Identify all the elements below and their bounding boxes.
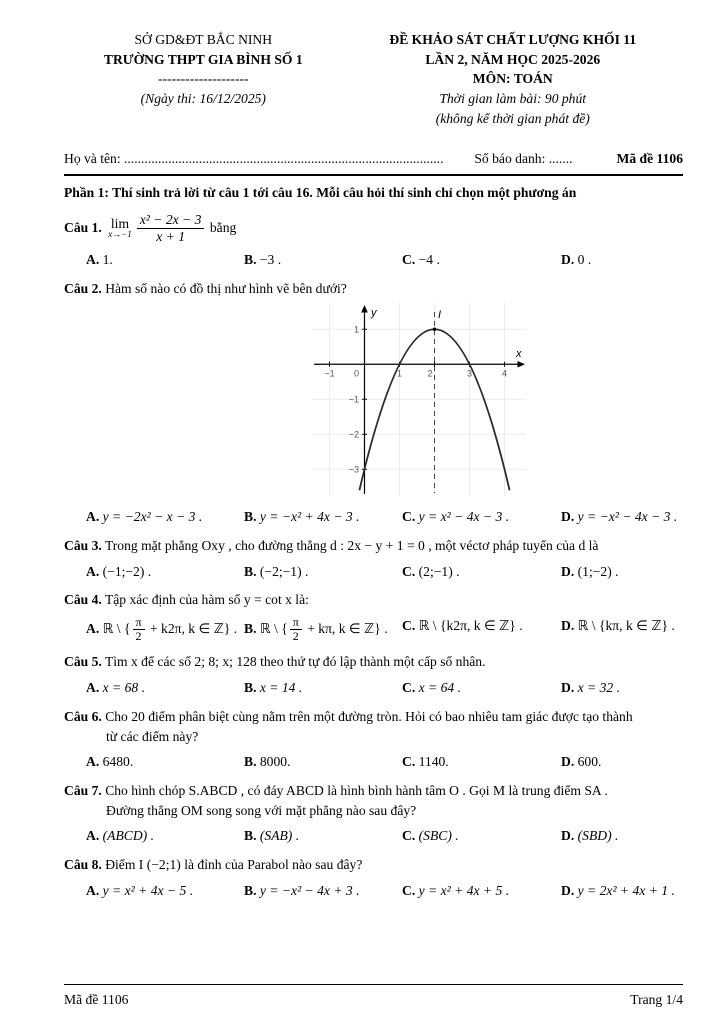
option-key: A. xyxy=(86,882,100,898)
fraction-denominator: 2 xyxy=(135,629,142,644)
fraction-denominator: 2 xyxy=(292,629,299,644)
vertex-label: I xyxy=(438,308,442,321)
question-5-options xyxy=(64,678,683,698)
question-5-option-d xyxy=(561,678,683,698)
option-key: B. xyxy=(244,563,257,579)
option-text: 1. xyxy=(102,252,113,268)
option-key: B. xyxy=(244,252,257,268)
y-axis-arrow xyxy=(361,305,368,313)
question-4-option-d xyxy=(561,616,683,643)
option-text: 600. xyxy=(577,754,602,770)
option-text: (ABCD) . xyxy=(102,828,154,844)
question-7-label: Câu 7. xyxy=(64,782,102,798)
page-footer xyxy=(64,984,683,1010)
option-key: B. xyxy=(244,509,257,525)
school-name: TRƯỜNG THPT GIA BÌNH SỐ 1 xyxy=(103,51,303,67)
fraction-denominator: x + 1 xyxy=(156,228,186,244)
candidate-name-field: Họ và tên: .............................................................................................. xyxy=(64,150,444,166)
option-text: y = −2x² − x − 3 . xyxy=(102,509,203,525)
question-3-options xyxy=(64,562,683,582)
question-3-option-b xyxy=(244,562,402,582)
question-1-option-c xyxy=(402,250,561,270)
option-text: x = 64 . xyxy=(418,680,462,696)
question-1 xyxy=(64,212,683,270)
option-key: A. xyxy=(86,680,100,696)
question-7 xyxy=(64,781,683,846)
option-text: 0 . xyxy=(577,252,592,268)
question-3 xyxy=(64,536,683,581)
option-key: B. xyxy=(244,620,257,636)
y-tick-labels xyxy=(349,324,359,474)
fraction-numerator: x² − 2x − 3 xyxy=(137,212,205,229)
exam-duration: Thời gian làm bài: 90 phút xyxy=(439,91,587,107)
option-text: (2;−1) . xyxy=(418,563,460,579)
department-name: SỞ GD&ĐT BẮC NINH xyxy=(134,32,273,47)
option-text: x = 32 . xyxy=(577,680,621,696)
option-text: ℝ \ {k2π, k ∈ ℤ} . xyxy=(418,618,523,634)
question-6-text: Cho 20 điểm phân biệt cùng nằm trên một đường tròn. Hỏi có bao nhiêu tam giác được tạo thành xyxy=(105,708,633,724)
question-8-option-d xyxy=(561,881,683,901)
vertex-point xyxy=(433,327,437,331)
exam-note: (không kể thời gian phát đề) xyxy=(435,110,590,126)
x-tick-label-2: 2 xyxy=(427,368,433,379)
option-key: D. xyxy=(561,680,575,696)
question-6-option-c xyxy=(402,752,561,772)
option-text: y = x² + 4x − 5 . xyxy=(102,882,194,898)
option-key: D. xyxy=(561,509,575,525)
y-axis-label: y xyxy=(371,306,377,319)
option-text: x = 68 . xyxy=(102,680,146,696)
exam-title: ĐỀ KHẢO SÁT CHẤT LƯỢNG KHỐI 11 xyxy=(389,32,637,47)
part1-heading: Phần 1: Thí sinh trả lời từ câu 1 tới câu 16. Mỗi câu hỏi thí sinh chỉ chọn một phương án xyxy=(64,185,577,201)
question-4 xyxy=(64,590,683,643)
option-key: C. xyxy=(402,680,416,696)
question-5-option-c xyxy=(402,678,561,698)
option-text: y = −x² − 4x + 3 . xyxy=(259,882,360,898)
question-7-stem xyxy=(64,781,683,801)
question-8-options xyxy=(64,881,683,901)
question-1-option-a xyxy=(86,250,244,270)
y-tick-label-minus2: −2 xyxy=(348,429,359,440)
x-tick-labels xyxy=(324,368,507,378)
question-6-stem-line2: từ các điểm này? xyxy=(106,728,199,744)
option-key: B. xyxy=(244,754,257,770)
question-2-option-c xyxy=(402,507,561,527)
option-key: A. xyxy=(86,563,100,579)
x-tick-label-minus1: −1 xyxy=(324,368,335,379)
option-key: D. xyxy=(561,618,575,634)
option-text xyxy=(102,615,238,644)
option-key: C. xyxy=(402,754,416,770)
grid-lines xyxy=(312,303,526,496)
option-key: C. xyxy=(402,563,416,579)
question-3-stem xyxy=(64,536,683,556)
option-text: (−2;−1) . xyxy=(259,563,309,579)
question-8-stem xyxy=(64,855,683,875)
question-4-option-c xyxy=(402,616,561,643)
x-tick-label-1: 1 xyxy=(396,368,403,379)
question-5-text: Tìm x để các số 2; 8; x; 128 theo thứ tự đó lập thành một cấp số nhân. xyxy=(104,654,486,670)
question-5 xyxy=(64,652,683,697)
exam-date: (Ngày thi: 16/12/2025) xyxy=(140,91,266,107)
candidate-number-field: Số báo danh: ....... xyxy=(474,150,573,166)
x-axis-arrow xyxy=(518,361,526,368)
header xyxy=(64,30,683,129)
question-2-option-d xyxy=(561,507,683,527)
option-key: B. xyxy=(244,680,257,696)
option-key: A. xyxy=(86,754,100,770)
option-key: C. xyxy=(402,252,416,268)
fraction-numerator: π xyxy=(133,616,145,630)
question-1-stem xyxy=(64,212,236,244)
exam-round: LẦN 2, NĂM HỌC 2025-2026 xyxy=(425,51,601,67)
question-6-option-a xyxy=(86,752,244,772)
question-2-options xyxy=(64,507,683,527)
option-key: D. xyxy=(561,754,575,770)
question-5-option-a xyxy=(86,678,244,698)
option-key: A. xyxy=(86,509,100,525)
y-tick-label-minus3: −3 xyxy=(348,464,359,475)
question-5-option-b xyxy=(244,678,402,698)
question-1-suffix: bằng xyxy=(209,220,237,236)
option-text: 1140. xyxy=(418,754,449,770)
question-2-text: Hàm số nào có đồ thị như hình vẽ bên dưới? xyxy=(105,280,347,296)
parabola-graph xyxy=(312,303,526,502)
option-key: A. xyxy=(86,828,100,844)
question-2-option-a xyxy=(86,507,244,527)
option-text: y = −x² − 4x − 3 . xyxy=(577,509,678,525)
question-7-text: Cho hình chóp S.ABCD , có đáy ABCD là hình bình hành tâm O . Gọi M là trung điểm SA . xyxy=(105,782,608,798)
question-5-label: Câu 5. xyxy=(64,654,102,670)
question-4-stem xyxy=(64,590,683,610)
question-8-option-a xyxy=(86,881,244,901)
question-5-stem xyxy=(64,652,683,672)
option-text: y = x² + 4x + 5 . xyxy=(418,882,510,898)
option-text: ℝ \ {kπ, k ∈ ℤ} . xyxy=(577,618,675,634)
question-4-options xyxy=(64,616,683,643)
option-key: B. xyxy=(244,882,257,898)
option-key: C. xyxy=(402,828,416,844)
question-7-option-c xyxy=(402,826,561,846)
option-text: y = 2x² + 4x + 1 . xyxy=(577,882,675,898)
question-8 xyxy=(64,855,683,900)
option-key: C. xyxy=(402,509,416,525)
option-text: y = x² − 4x − 3 . xyxy=(418,509,510,525)
y-tick-label-1: 1 xyxy=(353,324,359,335)
candidate-info-row xyxy=(64,149,683,177)
parabola-graph-svg xyxy=(312,303,526,496)
question-2-stem xyxy=(64,279,683,299)
y-tick-label-minus1: −1 xyxy=(348,394,359,405)
fraction-numerator: π xyxy=(290,616,302,630)
question-1-option-b xyxy=(244,250,402,270)
question-2-label: Câu 2. xyxy=(64,280,102,296)
question-6-stem xyxy=(64,707,683,727)
question-7-option-b xyxy=(244,826,402,846)
header-left xyxy=(64,30,343,129)
x-tick-label-3: 3 xyxy=(466,368,473,379)
header-right xyxy=(343,30,683,129)
footer-exam-code: Mã đề 1106 xyxy=(64,992,129,1008)
limit-fraction xyxy=(137,212,205,244)
option-text: −3 . xyxy=(259,252,282,268)
lim-subscript: x→−1 xyxy=(108,229,132,240)
question-7-option-d xyxy=(561,826,683,846)
question-1-option-d xyxy=(561,250,683,270)
question-1-label: Câu 1. xyxy=(64,220,102,236)
question-7-option-a xyxy=(86,826,244,846)
question-8-text: Điểm I (−2;1) là đỉnh của Parabol nào sau đây? xyxy=(105,857,363,873)
option-text: (1;−2) . xyxy=(577,563,619,579)
question-8-label: Câu 8. xyxy=(64,857,102,873)
option-text: 6480. xyxy=(102,754,134,770)
question-3-option-c xyxy=(402,562,561,582)
option-text xyxy=(259,615,388,644)
option-key: C. xyxy=(402,618,416,634)
option-text: −4 . xyxy=(418,252,440,268)
question-1-options xyxy=(64,250,683,270)
option-text: x = 14 . xyxy=(259,680,303,696)
option-text-pre: ℝ \ { xyxy=(102,620,131,636)
option-text: 8000. xyxy=(259,754,291,770)
question-4-option-a xyxy=(86,616,244,643)
question-6-label: Câu 6. xyxy=(64,708,102,724)
question-6 xyxy=(64,707,683,772)
option-key: C. xyxy=(402,882,416,898)
question-3-label: Câu 3. xyxy=(64,537,102,553)
option-key: A. xyxy=(86,620,100,636)
option-key: B. xyxy=(244,828,257,844)
limit-operator xyxy=(108,217,132,240)
option-text-post: + k2π, k ∈ ℤ} . xyxy=(146,620,238,636)
option-text: (SAB) . xyxy=(259,828,300,844)
option-key: D. xyxy=(561,882,575,898)
question-3-option-a xyxy=(86,562,244,582)
pi-over-2-fraction xyxy=(290,616,302,643)
question-6-options xyxy=(64,752,683,772)
header-divider-dashes: -------------------- xyxy=(158,71,249,87)
x-tick-label-4: 4 xyxy=(501,368,508,379)
exam-subject: MÔN: TOÁN xyxy=(472,71,553,87)
option-key: D. xyxy=(561,828,575,844)
lim-text: lim xyxy=(110,215,130,231)
x-axis-label: x xyxy=(516,347,522,360)
question-3-text: Trong mặt phẳng Oxy , cho đường thẳng d : 2x − y + 1 = 0 , một véctơ pháp tuyến của d là xyxy=(104,537,599,553)
question-2 xyxy=(64,279,683,527)
option-key: D. xyxy=(561,563,575,579)
question-7-options xyxy=(64,826,683,846)
question-8-option-b xyxy=(244,881,402,901)
option-text-post: + kπ, k ∈ ℤ} . xyxy=(303,620,388,636)
question-3-option-d xyxy=(561,562,683,582)
option-text: (SBD) . xyxy=(577,828,619,844)
option-text: (SBC) . xyxy=(418,828,459,844)
option-text: (−1;−2) . xyxy=(102,563,152,579)
option-key: A. xyxy=(86,252,100,268)
question-4-label: Câu 4. xyxy=(64,592,102,608)
footer-page-number: Trang 1/4 xyxy=(630,992,683,1008)
option-text: y = −x² + 4x − 3 . xyxy=(259,509,360,525)
question-7-stem-line2: Đường thẳng OM song song với mặt phẳng nào sau đây? xyxy=(106,802,417,818)
exam-code-badge: Mã đề 1106 xyxy=(616,150,683,166)
option-text-pre: ℝ \ { xyxy=(259,620,288,636)
origin-label: 0 xyxy=(353,368,359,379)
question-4-text: Tập xác định của hàm số y = cot x là: xyxy=(104,592,309,608)
pi-over-2-fraction xyxy=(133,616,145,643)
question-6-option-d xyxy=(561,752,683,772)
question-4-option-b xyxy=(244,616,402,643)
question-8-option-c xyxy=(402,881,561,901)
option-key: D. xyxy=(561,252,575,268)
question-6-option-b xyxy=(244,752,402,772)
question-2-option-b xyxy=(244,507,402,527)
